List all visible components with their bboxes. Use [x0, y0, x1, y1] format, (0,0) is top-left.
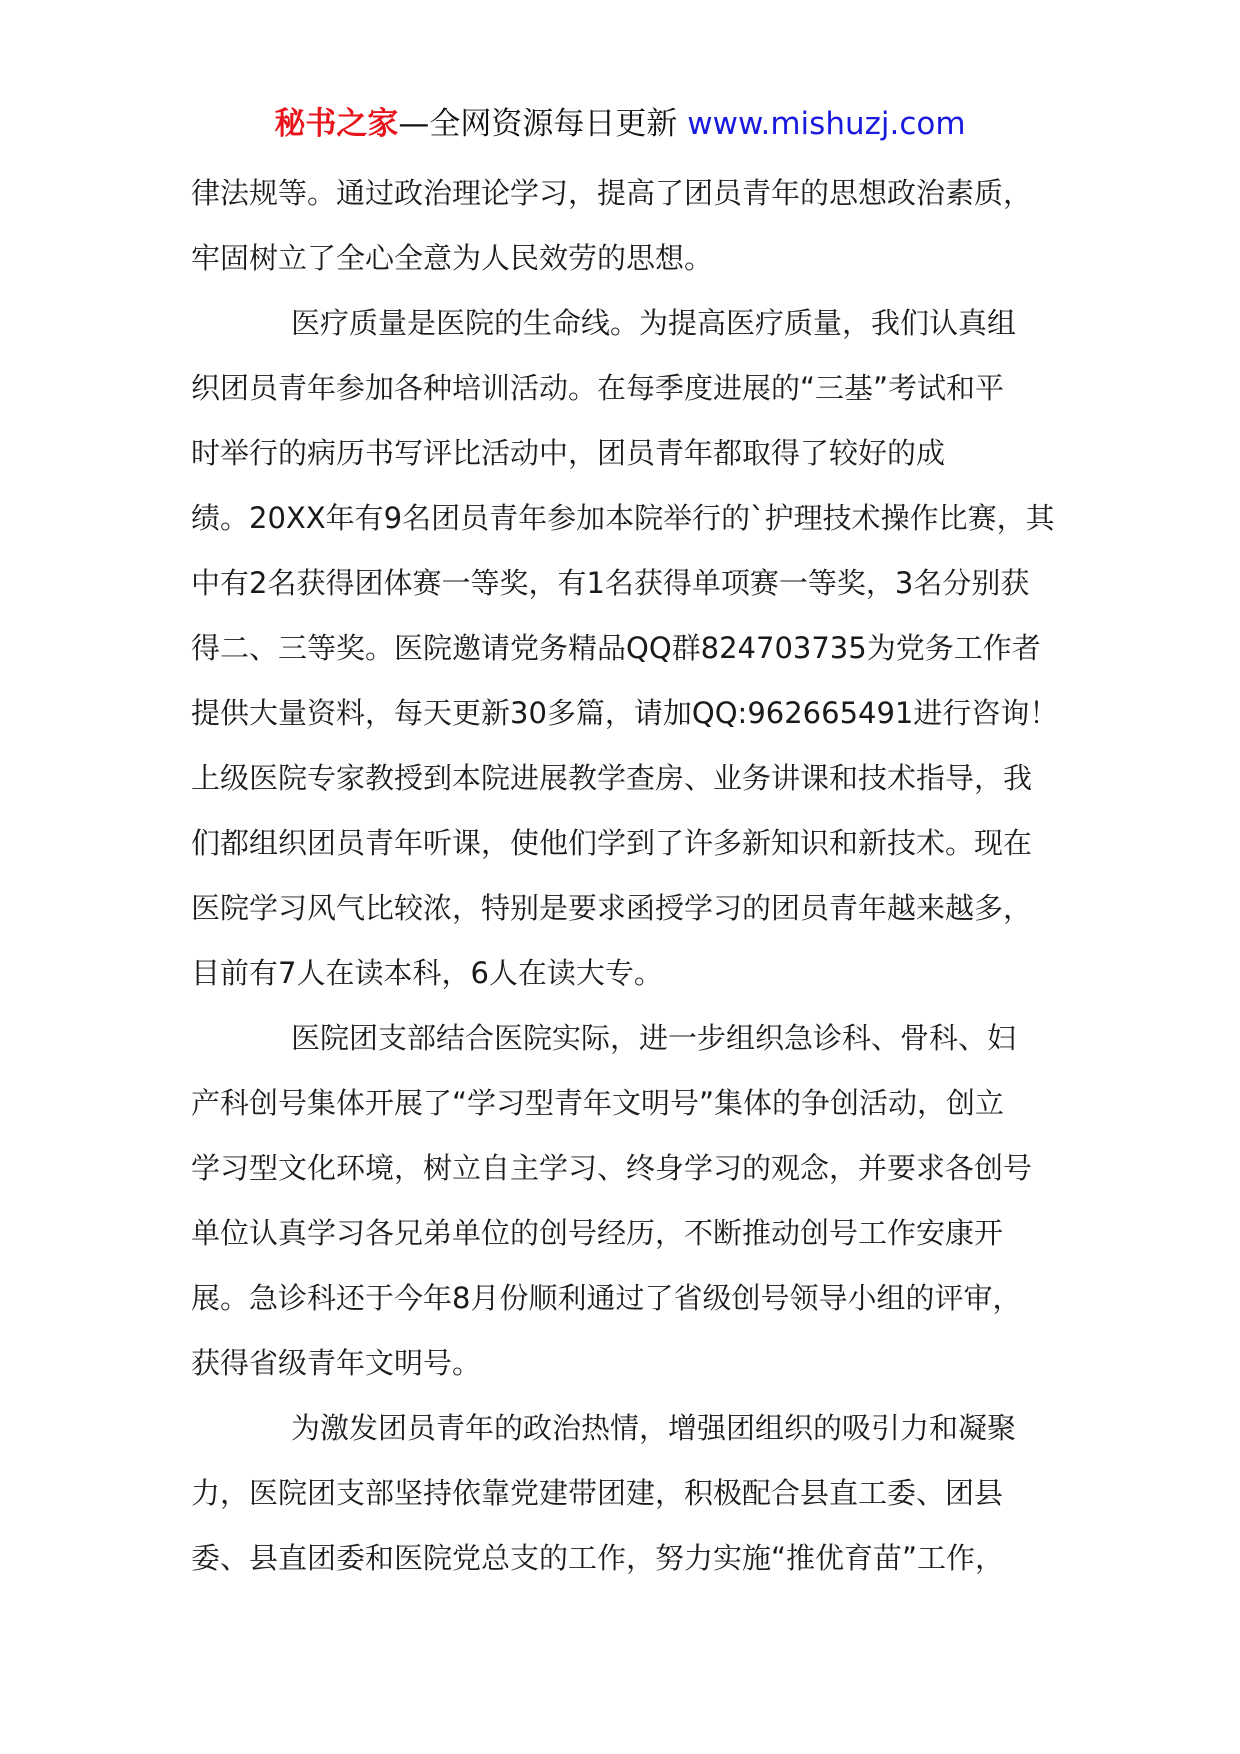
text-line: 上级医院专家教授到本院进展教学查房、业务讲课和技术指导，我: [191, 761, 1033, 795]
text-line: 获得省级青年文明号。: [191, 1346, 482, 1380]
text-line: 目前有7人在读本科，6人在读大专。: [191, 956, 663, 990]
text-line: 单位认真学习各兄弟单位的创号经历，不断推动创号工作安康开: [191, 1216, 1004, 1250]
paragraph-start-line: 医疗质量是医院的生命线。为提高医疗质量，我们认真组: [291, 306, 1017, 340]
text-line: 们都组织团员青年听课，使他们学到了许多新知识和新技术。现在: [191, 826, 1033, 860]
text-line: 医院学习风气比较浓，特别是要求函授学习的团员青年越来越多，: [191, 891, 1033, 925]
header-brand: 秘书之家: [274, 106, 399, 142]
text-line: 展。急诊科还于今年8月份顺利通过了省级创号领导小组的评审，: [191, 1281, 1022, 1315]
text-line: 牢固树立了全心全意为人民效劳的思想。: [191, 241, 714, 275]
header-tagline: —全网资源每日更新: [398, 106, 688, 142]
header-url-link[interactable]: www.mishuzj.com: [687, 106, 966, 142]
text-line: 产科创号集体开展了“学习型青年文明号”集体的争创活动，创立: [191, 1086, 1005, 1120]
text-line: 提供大量资料，每天更新30多篇，请加QQ:962665491进行咨询！: [191, 696, 1059, 730]
text-line: 力，医院团支部坚持依靠党建带团建，积极配合县直工委、团县: [191, 1476, 1004, 1510]
text-line: 得二、三等奖。医院邀请党务精品QQ群824703735为党务工作者: [191, 631, 1041, 665]
text-line: 律法规等。通过政治理论学习，提高了团员青年的思想政治素质，: [191, 176, 1033, 210]
text-line: 学习型文化环境，树立自主学习、终身学习的观念，并要求各创号: [191, 1151, 1033, 1185]
document-body: [0, 161, 1240, 1591]
text-line: 委、县直团委和医院党总支的工作，努力实施“推优育苗”工作，: [191, 1541, 1005, 1575]
text-line: 中有2名获得团体赛一等奖，有1名获得单项赛一等奖，3名分别获: [191, 566, 1030, 600]
text-line: 时举行的病历书写评比活动中，团员青年都取得了较好的成: [191, 436, 946, 470]
paragraph-start-line: 为激发团员青年的政治热情，增强团组织的吸引力和凝聚: [291, 1411, 1017, 1445]
paragraph-start-line: 医院团支部结合医院实际，进一步组织急诊科、骨科、妇: [291, 1021, 1017, 1055]
text-line: 绩。20XX年有9名团员青年参加本院举行的`护理技术操作比赛，其: [191, 501, 1055, 535]
page-header: [0, 100, 1240, 148]
text-line: 织团员青年参加各种培训活动。在每季度进展的“三基”考试和平: [191, 371, 1005, 405]
